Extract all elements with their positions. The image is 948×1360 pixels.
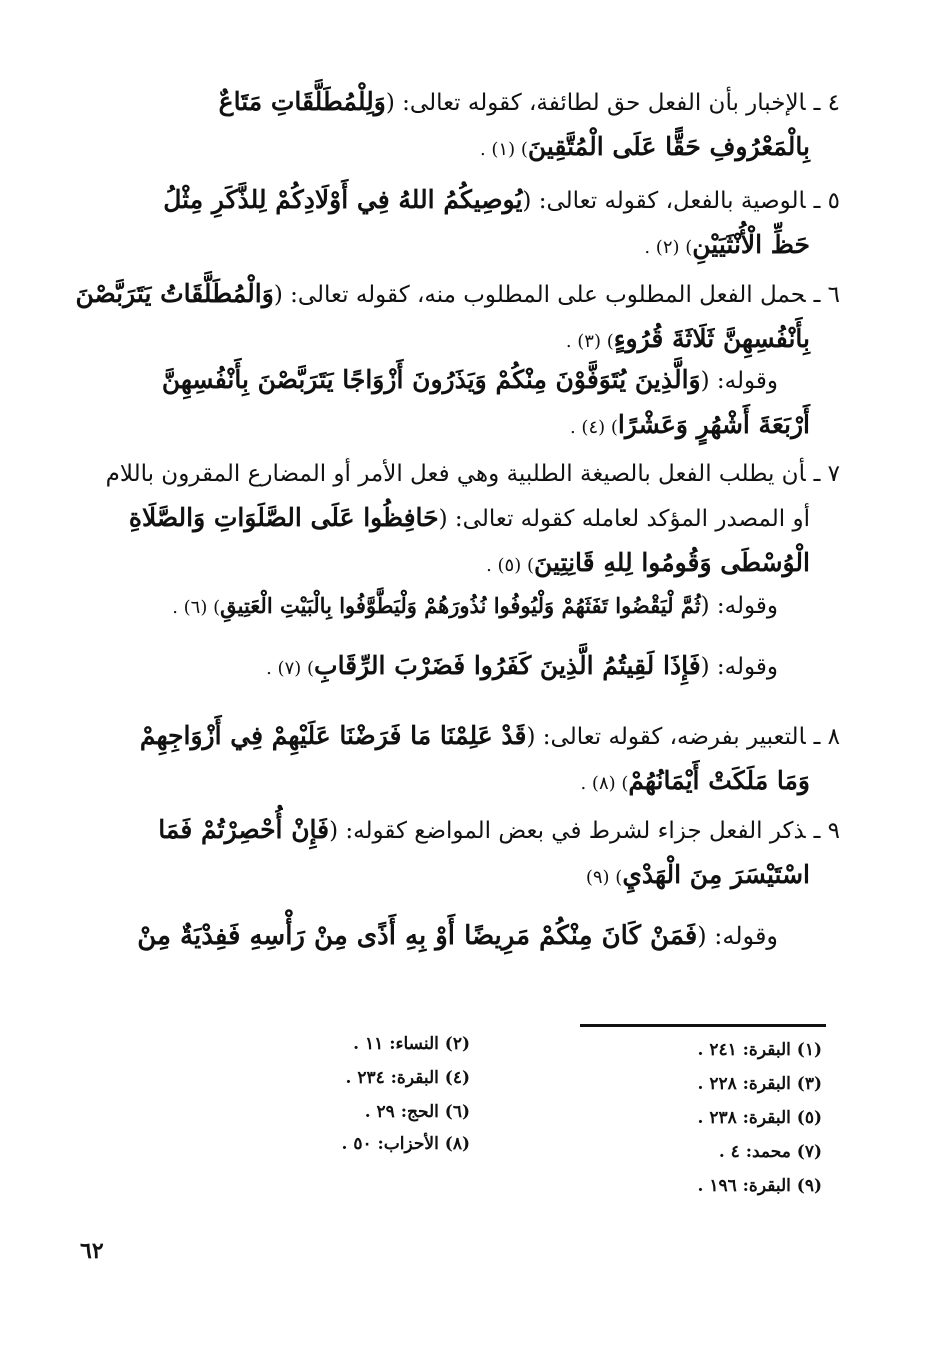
footnote-3: (٣) البقرة: ٢٢٨ . [697,1074,822,1094]
footnote-2: (٢) النساء: ١١ . [353,1034,470,1054]
item-8-line-2 [140,759,810,806]
item-7c-intro: وقوله: ( [700,654,778,680]
footnote-6: (٦) الحج: ٢٩ . [364,1102,470,1122]
item-6-text: حمل الفعل المطلوب على المطلوب منه، كقوله تعالى: ( [273,282,806,308]
item-7-line-1 [106,452,840,496]
item-7-number: ٧ ـ [813,461,840,487]
item-4 [219,80,840,172]
item-5-text: الوصية بالفعل، كقوله تعالى: ( [522,188,806,214]
item-9-number: ٩ ـ [813,818,840,844]
item-9b-intro: وقوله: ( [697,922,778,950]
item-8-quran-2: وَمَا مَلَكَتْ أَيْمَانُهُمْ [628,766,810,795]
item-7b-intro: وقوله: ( [700,593,778,619]
item-6-line-1 [75,272,840,317]
item-8-quran-1: قَدْ عَلِمْنَا مَا فَرَضْنَا عَلَيْهِمْ فِي أَزْوَاجِهِمْ [139,721,527,750]
item-5-quran-2: حَظِّ الْأُنْثَيَيْنِ [692,230,810,259]
item-8 [140,714,840,806]
item-5-line-1 [163,178,840,223]
item-7b [172,584,778,630]
item-7-line-2 [106,496,810,541]
item-9-quran-2: اسْتَيْسَرَ مِنَ الْهَدْيِ [622,860,810,889]
item-9-quran-1: فَإِنْ أُحْصِرْتُمْ فَمَا [158,815,330,844]
item-6 [75,272,840,364]
item-9-text: ذكر الفعل جزاء لشرط في بعض المواضع كقوله: ( [329,818,806,844]
item-6b-quran-1: وَالَّذِينَ يُتَوَفَّوْنَ مِنْكُمْ وَيَذَرُونَ أَزْوَاجًا يَتَرَبَّصْنَ بِأَنْفُسِهِنَّ [161,365,701,394]
item-9-ref: ) (٩) [585,867,623,888]
item-5-line-2 [163,223,810,270]
item-6-ref: ) (٣) . [565,331,614,352]
item-7-ref: ) (٥) . [486,555,534,576]
item-8-line-1 [140,714,840,759]
item-5-ref: ) (٢) . [644,237,693,258]
item-7-text-1: أن يطلب الفعل بالصيغة الطلبية وهي فعل الأمر أو المضارع المقرون باللام [105,461,806,487]
footnote-7: (٧) محمد: ٤ . [718,1142,822,1162]
item-4-line-2 [219,125,810,172]
item-9b [137,914,778,958]
item-4-number: ٤ ـ [813,90,840,116]
item-4-ref: ) (١) . [479,139,528,160]
item-7b-ref: ) (٦) . [172,597,221,618]
item-6b-line-1 [162,358,778,403]
footnote-4: (٤) البقرة: ٢٣٤ . [345,1068,470,1088]
item-6b-ref: ) (٤) . [569,417,618,438]
item-5-number: ٥ ـ [813,188,840,214]
item-4-text: الإخبار بأن الفعل حق لطائفة، كقوله تعالى: ( [385,90,806,116]
item-7-quran-2: الْوُسْطَى وَقُومُوا لِلهِ قَانِتِينَ [533,548,810,577]
footnote-8: (٨) الأحزاب: ٥٠ . [341,1134,470,1154]
item-4-quran-2: بِالْمَعْرُوفِ حَقًّا عَلَى الْمُتَّقِينَ [527,132,810,161]
item-7c [266,644,778,691]
item-5 [163,178,840,270]
footnote-1: (١) البقرة: ٢٤١ . [697,1040,822,1060]
item-4-line-1 [219,80,840,125]
item-6b [161,358,810,450]
footnote-separator [580,1024,826,1027]
item-9b-quran: فَمَنْ كَانَ مِنْكُمْ مَرِيضًا أَوْ بِهِ أَذًى مِنْ رَأْسِهِ فَفِدْيَةٌ مِنْ [137,921,698,951]
item-7-text-2: أو المصدر المؤكد لعامله كقوله تعالى: ( [438,506,810,532]
item-6-quran-1: وَالْمُطَلَّقَاتُ يَتَرَبَّصْنَ [75,279,274,308]
item-9-line-2 [158,853,810,900]
item-7-line-3 [106,541,810,588]
item-7-quran-1: حَافِظُوا عَلَى الصَّلَوَاتِ وَالصَّلَاةِ [128,503,439,532]
item-8-ref: ) (٨) . [580,773,629,794]
item-6-line-2 [75,317,810,364]
item-7c-quran: فَإِذَا لَقِيتُمُ الَّذِينَ كَفَرُوا فَضَرْبَ الرِّقَابِ [314,651,701,680]
item-9-line-1 [158,808,840,853]
item-5-quran-1: يُوصِيكُمُ اللهُ فِي أَوْلَادِكُمْ لِلذَّكَرِ مِثْلُ [163,185,523,214]
item-6-number: ٦ ـ [813,282,840,308]
item-4-quran-1: وَلِلْمُطَلَّقَاتِ مَتَاعٌ [218,87,386,116]
item-6b-intro: وقوله: ( [700,368,778,394]
item-7b-quran: ثُمَّ لْيَقْضُوا تَفَثَهُمْ وَلْيُوفُوا نُذُورَهُمْ وَلْيَطَّوَّفُوا بِالْبَيْتِ الْعَتِيقِ [220,593,701,618]
item-7c-ref: ) (٧) . [266,658,315,679]
item-8-text: التعبير بفرضه، كقوله تعالى: ( [526,724,806,750]
item-6b-quran-2: أَرْبَعَةَ أَشْهُرٍ وَعَشْرًا [617,410,810,439]
item-9 [158,808,840,900]
item-6-quran-2: بِأَنْفُسِهِنَّ ثَلَاثَةَ قُرُوءٍ [613,324,810,353]
item-8-number: ٨ ـ [813,724,840,750]
item-6b-line-2 [162,403,810,450]
item-7 [106,452,840,588]
footnote-9: (٩) البقرة: ١٩٦ . [697,1176,822,1196]
page-number: ٦٢ [80,1238,104,1264]
footnote-5: (٥) البقرة: ٢٣٨ . [697,1108,822,1128]
